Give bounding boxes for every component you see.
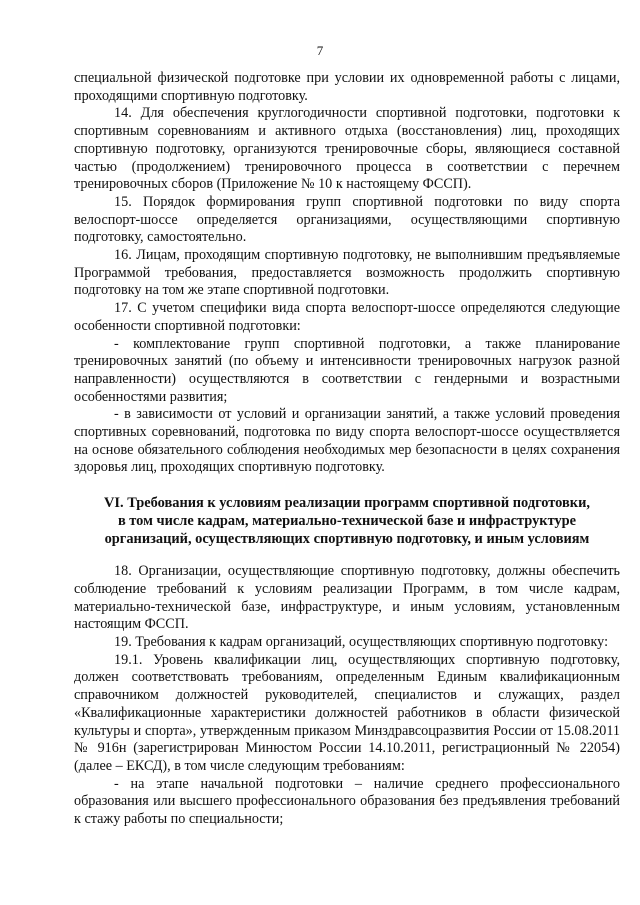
paragraph-16: 16. Лицам, проходящим спортивную подготовку, не выполнившим предъявляемые Программой требования, предоставляется возможность продолжить спортивную подготовку на том же этапе спортивной подготовки. [74, 247, 620, 299]
document-body [74, 70, 620, 829]
section-heading-line: в том числе кадрам, материально-технической базе и инфраструктуре [117, 513, 577, 530]
paragraph-17: 17. С учетом специфики вида спорта велоспорт-шоссе определяются следующие особенности спортивной подготовки: [74, 300, 620, 334]
page-number: 7 [316, 43, 324, 58]
paragraph-19-1: 19.1. Уровень квалификации лиц, осуществляющих спортивную подготовку, должен соответствовать требованиям, определенным Единым квалификационным справочником должностей руководителей, специалистов и служащих, раздел «Квалификационные характеристики должностей работников в области физической культуры и спорта», утвержденным приказом Минздравсоцразвития России от 15.08.2011 № 916н (зарегистрирован Минюстом России 14.10.2011, регистрационный № 22054) (далее – ЕКСД), в том числе следующим требованиям: [74, 651, 620, 774]
paragraph-18: 18. Организации, осуществляющие спортивную подготовку, должны обеспечить соблюдение требований к условиям реализации Программ, в том числе кадрам, материально-технической базе, инфраструктуре, и иным условиям, установленным настоящим ФССП. [74, 563, 620, 633]
paragraph-14: 14. Для обеспечения круглогодичности спортивной подготовки, подготовки к спортивным соревнованиям и активного отдыха (восстановления) лиц, проходящих спортивную подготовку, организуются тренировочные сборы, являющиеся составной частью (продолжением) тренировочного процесса в соответствии с перечнем тренировочных сборов (Приложение № 10 к настоящему ФССП). [74, 105, 620, 193]
section-heading [74, 494, 620, 548]
section-heading-line: организаций, осуществляющих спортивную подготовку, и иным условиям [104, 531, 590, 548]
paragraph-continuation: специальной физической подготовке при условии их одновременной работы с лицами, проходящими спортивную подготовку. [74, 70, 620, 104]
list-item-safety: - в зависимости от условий и организации занятий, а также условий проведения спортивных соревнований, подготовка по виду спорта велоспорт-шоссе осуществляется на основе обязательного соблюдения необходимых мер безопасности в целях сохранения здоровья лиц, проходящих спортивную подготовку. [74, 406, 620, 476]
section-heading-line: VI. Требования к условиям реализации программ спортивной подготовки, [104, 495, 590, 512]
paragraph-15: 15. Порядок формирования групп спортивной подготовки по виду спорта велоспорт-шоссе определяется организациями, осуществляющими спортивную подготовку, самостоятельно. [74, 193, 620, 246]
list-item-gender-age: - комплектование групп спортивной подготовки, а также планирование тренировочных занятий (по объему и интенсивности тренировочных нагрузок разной направленности) осуществляются в соответствии с гендерными и возрастными особенностями развития; [74, 335, 620, 405]
paragraph-19: 19. Требования к кадрам организаций, осуществляющих спортивную подготовку: [114, 633, 609, 650]
list-item-initial-stage: - на этапе начальной подготовки – наличие среднего профессионального образования или высшего профессионального образования без предъявления требований к стажу работы по специальности; [74, 775, 620, 828]
